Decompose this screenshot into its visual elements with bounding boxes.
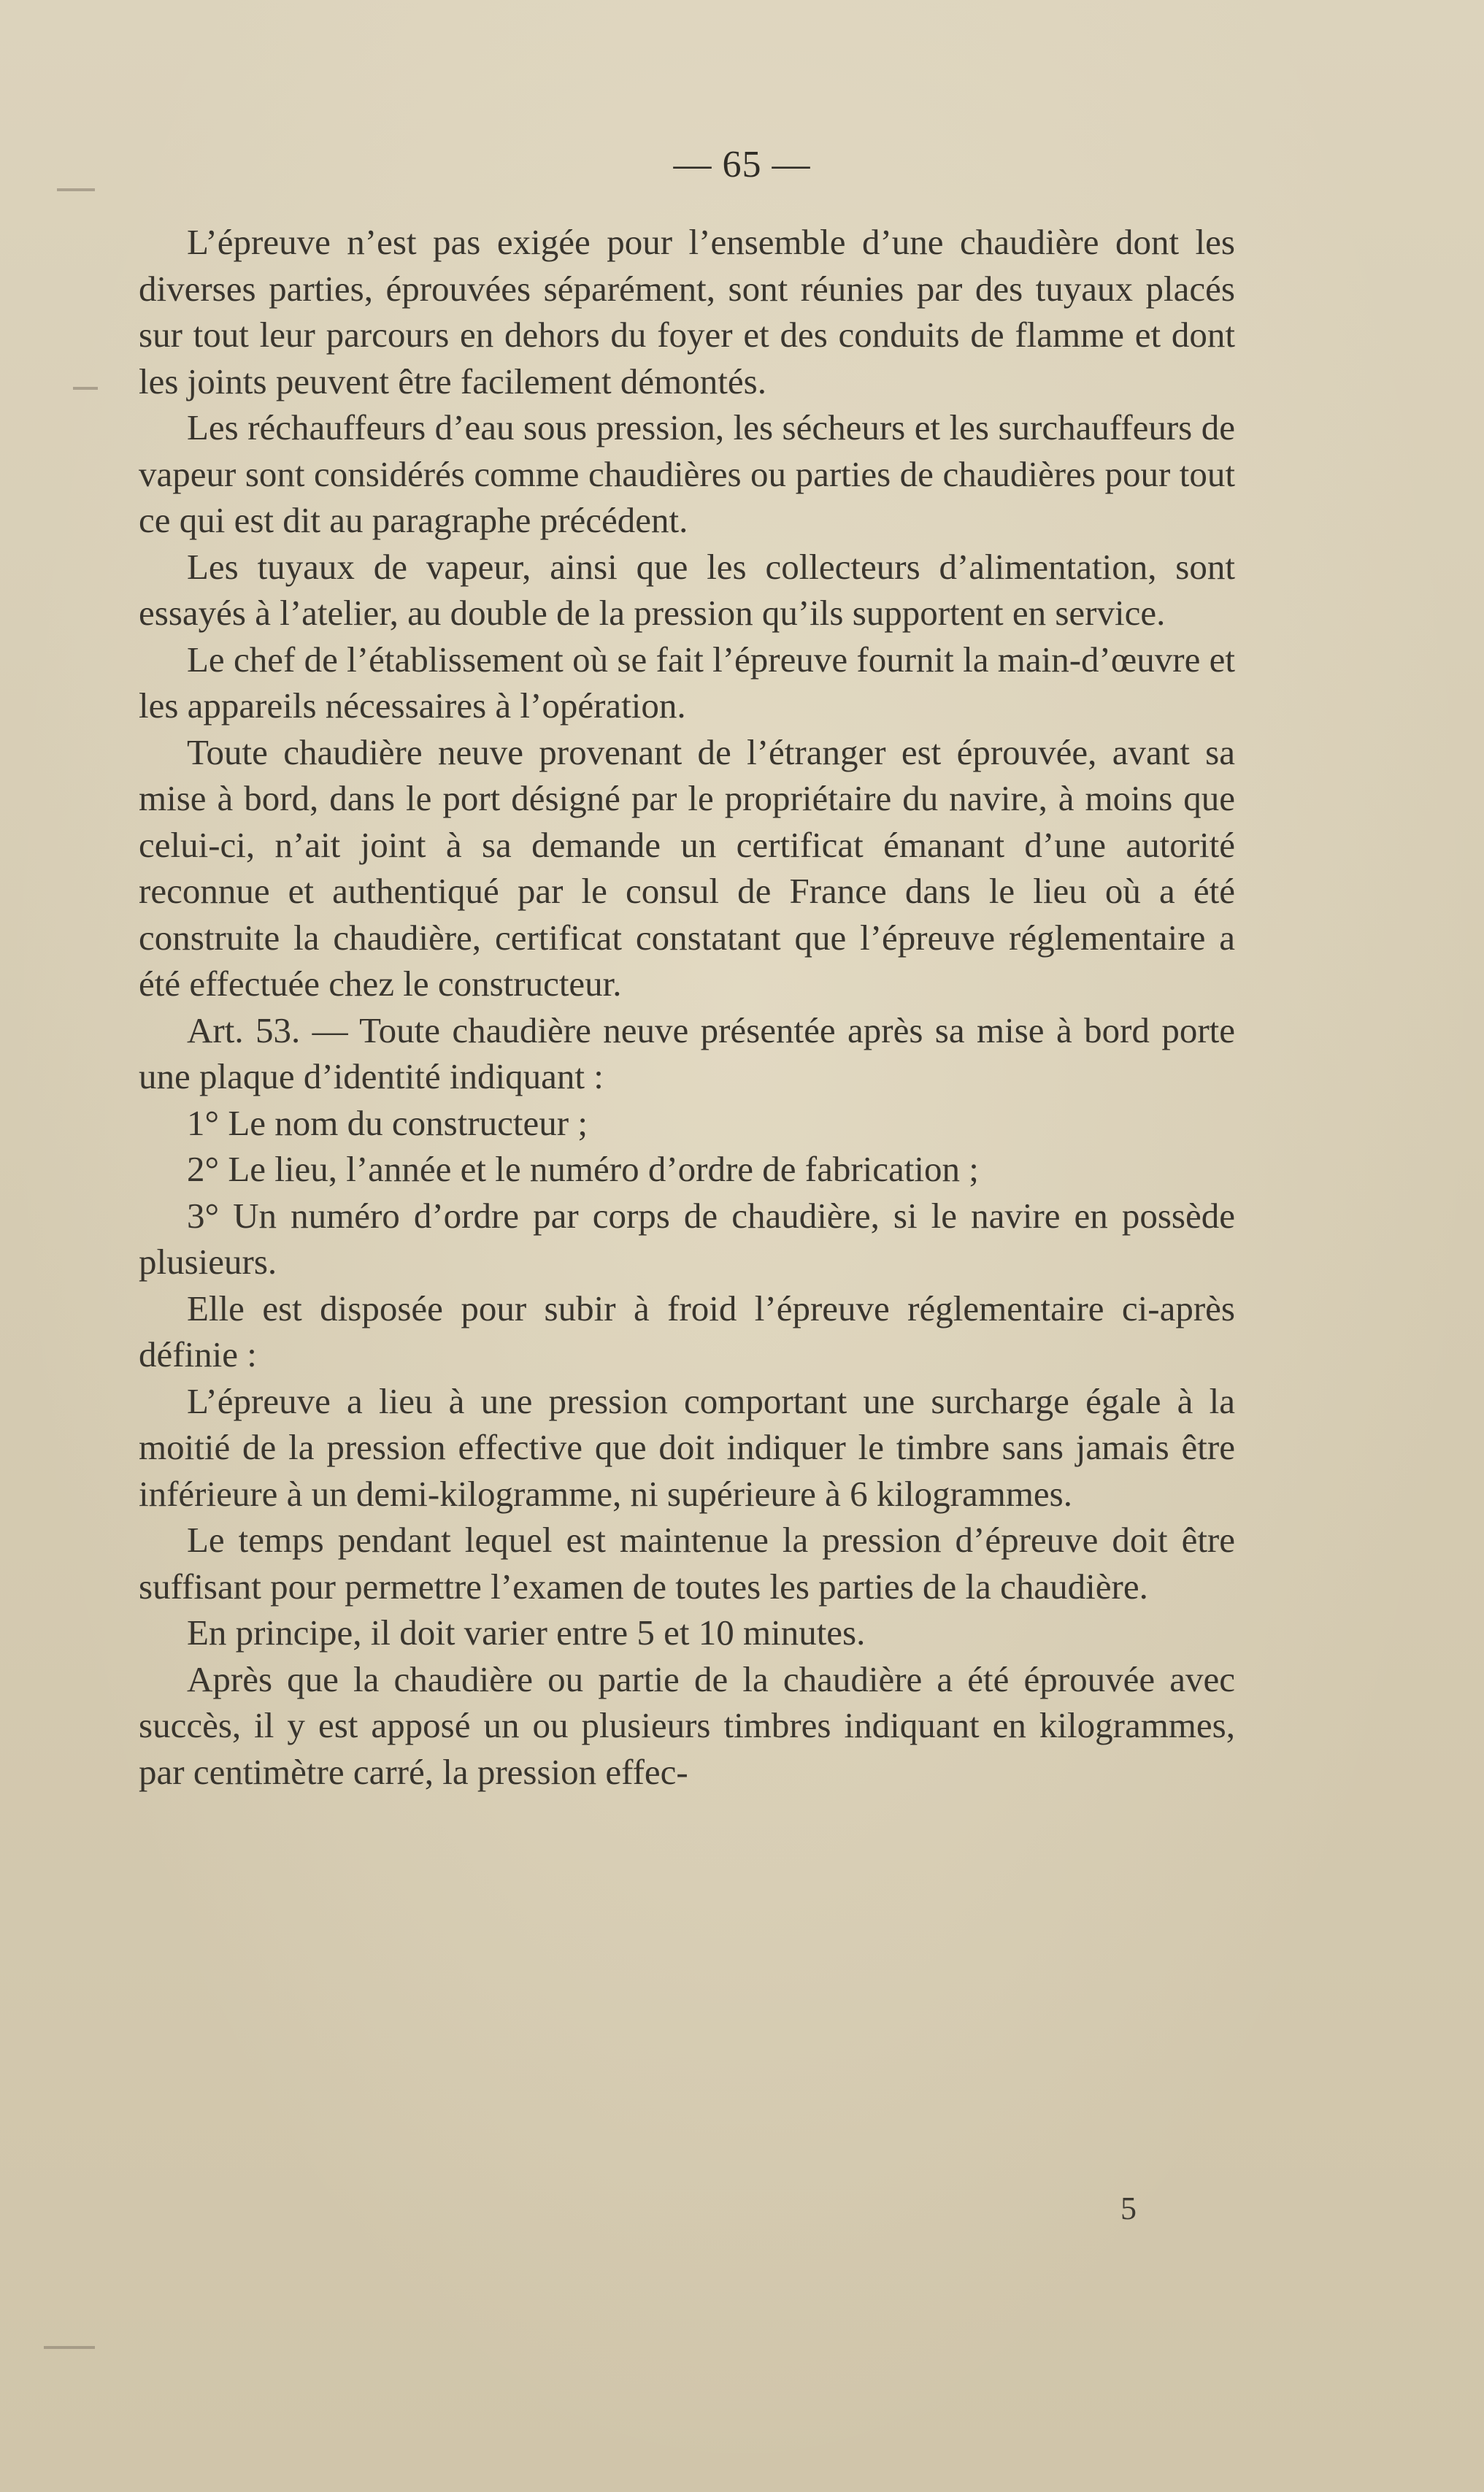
- signature-mark: 5: [1120, 2191, 1137, 2226]
- list-item: 2° Le lieu, l’année et le numéro d’ordre de fabrication ;: [187, 1149, 979, 1189]
- paragraph: Après que la chaudière ou partie de la chaudière a été éprouvée avec succès, il y est apposé un ou plusieurs timbres indiquant en kilogrammes, par centimètre carré, la pression effec-: [139, 1658, 1235, 1792]
- list-item: 3° Un numéro d’ordre par corps de chaudière, si le navire en possède plusieurs.: [139, 1195, 1235, 1282]
- paragraph: Le temps pendant lequel est maintenue la pression d’épreuve doit être suffisant pour permettre l’examen de toutes les parties de la chaudière.: [139, 1520, 1235, 1607]
- paragraph: Toute chaudière neuve provenant de l’étranger est éprouvée, avant sa mise à bord, dans le port désigné par le propriétaire du navire, à moins que celui-ci, n’ait joint à sa demande un certificat émanant d’une autorité reconnue et authentiqué par le consul de France dans le lieu où a été construite la chaudière, certificat constatant que l’épreuve réglementaire a été effectuée chez le constructeur.: [139, 731, 1235, 1004]
- margin-mark: [73, 387, 98, 390]
- paragraph: Le chef de l’établissement où se fait l’épreuve fournit la main-d’œuvre et les appareils nécessaires à l’opération.: [139, 639, 1235, 726]
- list-item: 1° Le nom du constructeur ;: [187, 1102, 588, 1143]
- paragraph: Les réchauffeurs d’eau sous pression, les sécheurs et les surchauffeurs de vapeur sont considérés comme chaudières ou parties de chaudières pour tout ce qui est dit au paragraphe précédent.: [139, 407, 1235, 540]
- margin-mark: [44, 2346, 95, 2349]
- paragraph: Les tuyaux de vapeur, ainsi que les collecteurs d’alimentation, sont essayés à l’atelier, au double de la pression qu’ils supportent en service.: [139, 546, 1235, 633]
- margin-mark: [57, 188, 95, 191]
- paragraph: En principe, il doit varier entre 5 et 10 minutes.: [187, 1612, 866, 1653]
- paragraph: L’épreuve a lieu à une pression comportant une surcharge égale à la moitié de la pression effective que doit indiquer le timbre sans jamais être inférieure à un demi-kilogramme, ni supérieure à 6 kilogrammes.: [139, 1380, 1235, 1514]
- article-heading-paragraph: Art. 53. — Toute chaudière neuve présentée après sa mise à bord porte une plaque d’identité indiquant :: [139, 1010, 1235, 1096]
- body-text: [139, 219, 1235, 1795]
- paragraph: L’épreuve n’est pas exigée pour l’ensemble d’une chaudière dont les diverses parties, éprouvées séparément, sont réunies par des tuyaux placés sur tout leur parcours en dehors du foyer et des conduits de flamme et dont les joints peuvent être facilement démontés.: [139, 222, 1235, 401]
- page-number: — 65 —: [673, 144, 811, 185]
- paragraph: Elle est disposée pour subir à froid l’épreuve réglementaire ci-après définie :: [139, 1288, 1235, 1374]
